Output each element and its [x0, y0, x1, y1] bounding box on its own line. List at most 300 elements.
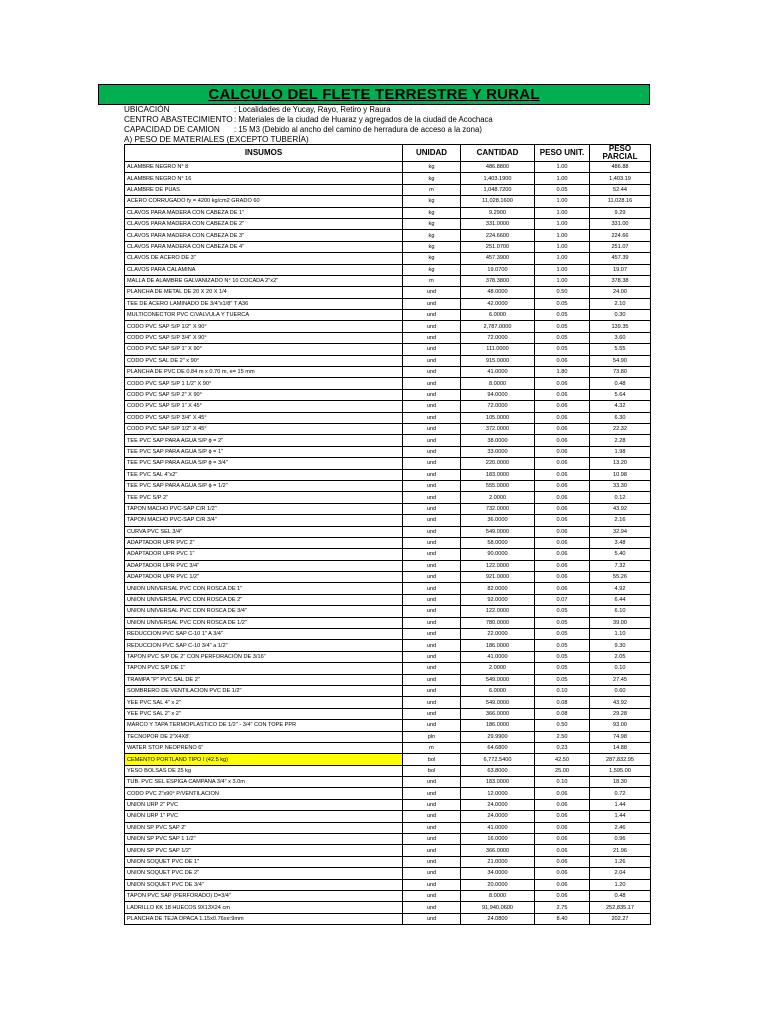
cell-cantidad: 186.0000 — [461, 640, 535, 651]
table-row — [125, 537, 651, 548]
cell-unidad: und — [403, 446, 461, 457]
cell-peso-unit: 1.00 — [535, 218, 590, 229]
cell-cantidad: 780.0000 — [461, 617, 535, 628]
table-row — [125, 708, 651, 719]
cell-unidad: und — [403, 811, 461, 822]
cell-peso-unit: 0.06 — [535, 492, 590, 503]
cell-unidad: und — [403, 651, 461, 662]
table-row — [125, 594, 651, 605]
cell-unidad: und — [403, 788, 461, 799]
cell-unidad: und — [403, 720, 461, 731]
cell-peso-unit: 0.06 — [535, 378, 590, 389]
cell-unidad: und — [403, 480, 461, 491]
cell-unidad: und — [403, 526, 461, 537]
cell-unidad: m — [403, 184, 461, 195]
cell-insumo: CODO PVC SAP S/P 1" X 90° — [125, 344, 403, 355]
cell-peso-unit: 1.80 — [535, 367, 590, 378]
cell-cantidad: 72.0000 — [461, 401, 535, 412]
cell-peso-parcial: 52.44 — [590, 184, 651, 195]
info-label: CENTRO ABASTECIMIENTO — [124, 115, 233, 124]
table-row — [125, 287, 651, 298]
cell-cantidad: 2.0000 — [461, 663, 535, 674]
cell-cantidad: 41.0000 — [461, 367, 535, 378]
table-row — [125, 913, 651, 924]
cell-peso-unit: 0.06 — [535, 891, 590, 902]
cell-peso-parcial: 0.96 — [590, 834, 651, 845]
cell-insumo: CODO PVC SAP S/P 1" X 45° — [125, 401, 403, 412]
cell-unidad: und — [403, 458, 461, 469]
table-row — [125, 765, 651, 776]
cell-unidad: pln — [403, 731, 461, 742]
cell-unidad: und — [403, 629, 461, 640]
cell-peso-unit: 1.00 — [535, 173, 590, 184]
cell-peso-parcial: 1.20 — [590, 879, 651, 890]
cell-peso-unit: 0.06 — [535, 446, 590, 457]
cell-insumo: MULTICONECTOR PVC C/VALVULA Y TUERCA — [125, 310, 403, 321]
header-peso-parcial: PESO PARCIAL — [590, 145, 651, 162]
cell-cantidad: 24.0000 — [461, 799, 535, 810]
cell-cantidad: 64.6800 — [461, 742, 535, 753]
cell-unidad: kg — [403, 218, 461, 229]
table-row — [125, 697, 651, 708]
cell-insumo: UNION SP PVC SAP 1/2" — [125, 845, 403, 856]
cell-cantidad: 94.0000 — [461, 389, 535, 400]
cell-insumo: WATER STOP NEOPRENO 6" — [125, 742, 403, 753]
cell-unidad: kg — [403, 196, 461, 207]
cell-peso-unit: 1.00 — [535, 253, 590, 264]
cell-peso-parcial: 4.32 — [590, 401, 651, 412]
cell-peso-unit: 1.00 — [535, 275, 590, 286]
cell-insumo: ADAPTADOR UPR PVC 1/2" — [125, 572, 403, 583]
cell-peso-unit: 1.00 — [535, 241, 590, 252]
cell-cantidad: 12.0000 — [461, 788, 535, 799]
cell-peso-unit: 0.50 — [535, 287, 590, 298]
info-value: : 15 M3 (Debido al ancho del camino de herradura de acceso a la zona) — [234, 125, 482, 134]
cell-peso-parcial: 13.20 — [590, 458, 651, 469]
cell-insumo: TRAMPA "P" PVC SAL DE 2" — [125, 674, 403, 685]
cell-peso-unit: 1.00 — [535, 264, 590, 275]
cell-cantidad: 372.0000 — [461, 423, 535, 434]
cell-peso-unit: 0.06 — [535, 537, 590, 548]
cell-cantidad: 457.3900 — [461, 253, 535, 264]
cell-unidad: kg — [403, 241, 461, 252]
cell-peso-parcial: 3.60 — [590, 332, 651, 343]
table-row — [125, 583, 651, 594]
cell-peso-unit: 0.06 — [535, 401, 590, 412]
cell-peso-parcial: 252,835.17 — [590, 902, 651, 913]
header-peso-unit: PESO UNIT. — [535, 145, 590, 162]
cell-peso-unit: 0.06 — [535, 583, 590, 594]
cell-unidad: und — [403, 640, 461, 651]
cell-insumo: TEE DE ACERO LAMINADO DE 3/4"x1/8" T A36 — [125, 298, 403, 309]
cell-peso-parcial: 0.72 — [590, 788, 651, 799]
cell-peso-unit: 0.06 — [535, 868, 590, 879]
cell-insumo: SOMBRERO DE VENTILACION PVC DE 1/2" — [125, 685, 403, 696]
cell-peso-unit: 0.06 — [535, 845, 590, 856]
table-row — [125, 845, 651, 856]
table-row — [125, 230, 651, 241]
cell-peso-parcial: 0.12 — [590, 492, 651, 503]
cell-insumo: TAPON PVC S/P DE 1" — [125, 663, 403, 674]
table-body — [125, 162, 651, 925]
table-row — [125, 799, 651, 810]
cell-unidad: und — [403, 913, 461, 924]
table-row — [125, 207, 651, 218]
cell-peso-unit: 0.05 — [535, 184, 590, 195]
cell-insumo: TEE PVC SAP PARA AGUA S/P ϕ = 1" — [125, 446, 403, 457]
cell-insumo: MALLA DE ALAMBRE GALVANIZADO N° 10 COCADA 2"x2" — [125, 275, 403, 286]
cell-unidad: und — [403, 834, 461, 845]
cell-peso-parcial: 33.30 — [590, 480, 651, 491]
cell-unidad: und — [403, 879, 461, 890]
cell-cantidad: 1,403.1900 — [461, 173, 535, 184]
table-row — [125, 196, 651, 207]
cell-peso-parcial: 287,832.95 — [590, 754, 651, 765]
cell-peso-parcial: 1.10 — [590, 629, 651, 640]
cell-unidad: und — [403, 549, 461, 560]
cell-peso-unit: 25.00 — [535, 765, 590, 776]
cell-peso-parcial: 2.16 — [590, 515, 651, 526]
cell-peso-parcial: 2.05 — [590, 651, 651, 662]
table-row — [125, 617, 651, 628]
cell-unidad: und — [403, 777, 461, 788]
cell-peso-unit: 0.06 — [535, 526, 590, 537]
cell-unidad: und — [403, 298, 461, 309]
cell-insumo: TEE PVC SAP PARA AGUA S/P ϕ = 1/2" — [125, 480, 403, 491]
cell-peso-unit: 0.08 — [535, 708, 590, 719]
cell-unidad: und — [403, 401, 461, 412]
table-row — [125, 742, 651, 753]
cell-unidad: und — [403, 287, 461, 298]
table-row — [125, 435, 651, 446]
cell-cantidad: 732.0000 — [461, 503, 535, 514]
cell-peso-unit: 0.06 — [535, 856, 590, 867]
cell-insumo: TEE PVC SAP PARA AGUA S/P ϕ = 3/4" — [125, 458, 403, 469]
cell-peso-parcial: 202.27 — [590, 913, 651, 924]
cell-peso-unit: 0.05 — [535, 663, 590, 674]
cell-unidad: m — [403, 275, 461, 286]
table-row — [125, 549, 651, 560]
cell-peso-parcial: 9.30 — [590, 640, 651, 651]
table-row — [125, 811, 651, 822]
cell-peso-parcial: 457.39 — [590, 253, 651, 264]
cell-peso-unit: 0.06 — [535, 503, 590, 514]
table-row — [125, 515, 651, 526]
section-label: A) PESO DE MATERIALES (EXCEPTO TUBERÍA) — [124, 135, 309, 144]
cell-cantidad: 20.0000 — [461, 879, 535, 890]
cell-peso-parcial: 22.32 — [590, 423, 651, 434]
table-row — [125, 902, 651, 913]
cell-unidad: und — [403, 799, 461, 810]
cell-peso-parcial: 54.90 — [590, 355, 651, 366]
cell-unidad: und — [403, 389, 461, 400]
cell-cantidad: 36.0000 — [461, 515, 535, 526]
cell-cantidad: 1,048.7200 — [461, 184, 535, 195]
cell-cantidad: 16.0000 — [461, 834, 535, 845]
cell-unidad: und — [403, 321, 461, 332]
cell-peso-unit: 0.06 — [535, 435, 590, 446]
cell-peso-parcial: 73.80 — [590, 367, 651, 378]
table-row — [125, 298, 651, 309]
cell-unidad: und — [403, 594, 461, 605]
cell-peso-unit: 0.05 — [535, 344, 590, 355]
cell-unidad: kg — [403, 253, 461, 264]
cell-cantidad: 549.0000 — [461, 526, 535, 537]
cell-unidad: und — [403, 560, 461, 571]
cell-peso-parcial: 2.04 — [590, 868, 651, 879]
cell-unidad: und — [403, 435, 461, 446]
cell-peso-unit: 0.05 — [535, 640, 590, 651]
cell-peso-parcial: 27.45 — [590, 674, 651, 685]
title-bar — [98, 84, 650, 105]
cell-cantidad: 19.0700 — [461, 264, 535, 275]
cell-cantidad: 378.3800 — [461, 275, 535, 286]
table-row — [125, 367, 651, 378]
table-row — [125, 720, 651, 731]
cell-peso-unit: 42.50 — [535, 754, 590, 765]
table-row — [125, 629, 651, 640]
cell-peso-parcial: 19.07 — [590, 264, 651, 275]
cell-peso-parcial: 24.00 — [590, 287, 651, 298]
cell-peso-unit: 1.00 — [535, 207, 590, 218]
table-row — [125, 834, 651, 845]
cell-peso-unit: 0.05 — [535, 321, 590, 332]
cell-insumo: REDUCCION PVC SAP C-10 1" A 3/4" — [125, 629, 403, 640]
header-insumos: INSUMOS — [125, 145, 403, 162]
cell-unidad: und — [403, 537, 461, 548]
cell-cantidad: 6,772.5400 — [461, 754, 535, 765]
table-row — [125, 218, 651, 229]
table-row — [125, 891, 651, 902]
cell-cantidad: 42.0000 — [461, 298, 535, 309]
cell-peso-parcial: 21.96 — [590, 845, 651, 856]
cell-peso-unit: 0.06 — [535, 549, 590, 560]
table-row — [125, 480, 651, 491]
cell-cantidad: 486.8800 — [461, 162, 535, 173]
cell-insumo: TECNOPOR DE 2"X4X8' — [125, 731, 403, 742]
cell-unidad: und — [403, 355, 461, 366]
cell-insumo: CODO PVC SAP S/P 2" X 90° — [125, 389, 403, 400]
cell-insumo: UNION SP PVC SAP 2" — [125, 822, 403, 833]
table-row — [125, 173, 651, 184]
cell-insumo: PLANCHA DE METAL DE 20 X 20 X 1/4 — [125, 287, 403, 298]
cell-insumo: UNION URP 1" PVC — [125, 811, 403, 822]
cell-cantidad: 9.2900 — [461, 207, 535, 218]
cell-unidad: und — [403, 469, 461, 480]
cell-unidad: kg — [403, 162, 461, 173]
cell-peso-unit: 0.23 — [535, 742, 590, 753]
cell-peso-parcial: 5.64 — [590, 389, 651, 400]
cell-peso-parcial: 0.48 — [590, 378, 651, 389]
cell-insumo: PLANCHA DE TEJA OPACA 1.15x0.76xe:9mm — [125, 913, 403, 924]
cell-cantidad: 91,940.0600 — [461, 902, 535, 913]
cell-unidad: und — [403, 367, 461, 378]
cell-peso-parcial: 224.66 — [590, 230, 651, 241]
table-row — [125, 378, 651, 389]
cell-cantidad: 92.0000 — [461, 594, 535, 605]
header-cantidad: CANTIDAD — [461, 145, 535, 162]
table-row — [125, 423, 651, 434]
cell-unidad: bol — [403, 765, 461, 776]
cell-cantidad: 251.0700 — [461, 241, 535, 252]
table-row — [125, 879, 651, 890]
cell-peso-parcial: 139.35 — [590, 321, 651, 332]
cell-peso-parcial: 11,028.16 — [590, 196, 651, 207]
cell-insumo: ALAMBRE NEGRO N° 16 — [125, 173, 403, 184]
cell-insumo: UNION UNIVERSAL PVC CON ROSCA DE 1" — [125, 583, 403, 594]
cell-peso-unit: 0.05 — [535, 332, 590, 343]
table-row — [125, 822, 651, 833]
cell-unidad: und — [403, 891, 461, 902]
cell-peso-parcial: 1.98 — [590, 446, 651, 457]
table-row — [125, 275, 651, 286]
table-row — [125, 731, 651, 742]
cell-peso-unit: 0.07 — [535, 594, 590, 605]
cell-peso-unit: 0.06 — [535, 788, 590, 799]
cell-cantidad: 33.0000 — [461, 446, 535, 457]
cell-insumo: ADAPTADOR UPR PVC 3/4" — [125, 560, 403, 571]
cell-cantidad: 122.0000 — [461, 560, 535, 571]
table-row — [125, 674, 651, 685]
cell-peso-parcial: 3.48 — [590, 537, 651, 548]
cell-cantidad: 29.9900 — [461, 731, 535, 742]
cell-peso-parcial: 2.46 — [590, 822, 651, 833]
table-row — [125, 355, 651, 366]
cell-unidad: kg — [403, 264, 461, 275]
cell-insumo: TAPON PVC S/P DE 2" CON PERFORACIÓN DE 3/16" — [125, 651, 403, 662]
cell-peso-parcial: 5.40 — [590, 549, 651, 560]
cell-peso-unit: 0.06 — [535, 515, 590, 526]
header-unidad: UNIDAD — [403, 145, 461, 162]
cell-unidad: und — [403, 423, 461, 434]
cell-peso-unit: 0.06 — [535, 469, 590, 480]
cell-peso-unit: 0.06 — [535, 799, 590, 810]
cell-insumo: ALAMBRE NEGRO N° 8 — [125, 162, 403, 173]
cell-cantidad: 921.0000 — [461, 572, 535, 583]
cell-peso-unit: 0.06 — [535, 423, 590, 434]
cell-insumo: UNION UNIVERSAL PVC CON ROSCA DE 2" — [125, 594, 403, 605]
cell-unidad: m — [403, 742, 461, 753]
cell-cantidad: 38.0000 — [461, 435, 535, 446]
info-label: UBICACIÓN — [124, 105, 170, 114]
cell-peso-parcial: 7.32 — [590, 560, 651, 571]
cell-peso-parcial: 5.55 — [590, 344, 651, 355]
cell-insumo: PLANCHA DE PVC DE 0.84 m x 0.70 m, e= 15 mm — [125, 367, 403, 378]
cell-peso-parcial: 486.88 — [590, 162, 651, 173]
info-row-ubicacion — [98, 105, 650, 115]
cell-unidad: und — [403, 617, 461, 628]
cell-peso-unit: 0.05 — [535, 651, 590, 662]
cell-peso-parcial: 74.98 — [590, 731, 651, 742]
cell-insumo: CODO PVC SAP S/P 1/2" X 90° — [125, 321, 403, 332]
cell-insumo: LADRILLO KK 18 HUECOS 9X13X24 cm — [125, 902, 403, 913]
cell-peso-parcial: 0.30 — [590, 310, 651, 321]
cell-cantidad: 8.0000 — [461, 378, 535, 389]
cell-cantidad: 183.0000 — [461, 469, 535, 480]
cell-peso-unit: 0.06 — [535, 480, 590, 491]
cell-cantidad: 48.0000 — [461, 287, 535, 298]
table-row — [125, 777, 651, 788]
cell-cantidad: 2.0000 — [461, 492, 535, 503]
cell-insumo: CODO PVC SAP S/P 1 1/2" X 90° — [125, 378, 403, 389]
cell-insumo: UNION SP PVC SAP 1 1/2" — [125, 834, 403, 845]
cell-peso-parcial: 0.48 — [590, 891, 651, 902]
cell-insumo: YEE PVC SAL 4" x 2" — [125, 697, 403, 708]
cell-peso-unit: 0.06 — [535, 355, 590, 366]
cell-peso-parcial: 1.26 — [590, 856, 651, 867]
cell-peso-parcial: 6.44 — [590, 594, 651, 605]
cell-unidad: bol — [403, 754, 461, 765]
cell-cantidad: 41.0000 — [461, 822, 535, 833]
cell-cantidad: 82.0000 — [461, 583, 535, 594]
table-row — [125, 310, 651, 321]
info-value: : Materiales de la ciudad de Huaraz y agregados de la ciudad de Acochaca — [234, 115, 493, 124]
table-row — [125, 685, 651, 696]
cell-unidad: und — [403, 708, 461, 719]
cell-peso-parcial: 1,403.19 — [590, 173, 651, 184]
cell-peso-unit: 0.05 — [535, 298, 590, 309]
cell-cantidad: 2,787.0000 — [461, 321, 535, 332]
info-row-capacidad-camion — [98, 125, 650, 135]
table-row — [125, 344, 651, 355]
cell-peso-unit: 0.06 — [535, 572, 590, 583]
cell-peso-unit: 1.00 — [535, 196, 590, 207]
cell-peso-unit: 0.06 — [535, 412, 590, 423]
cell-insumo: UNION SOQUET PVC DE 1" — [125, 856, 403, 867]
cell-peso-parcial: 1.44 — [590, 799, 651, 810]
cell-cantidad: 183.0000 — [461, 777, 535, 788]
cell-unidad: und — [403, 503, 461, 514]
cell-insumo: CODO PVC SAP S/P 1/2" X 45° — [125, 423, 403, 434]
info-value: : Localidades de Yucay, Rayo, Retiro y Raura — [234, 105, 391, 114]
cell-peso-parcial: 14.88 — [590, 742, 651, 753]
cell-cantidad: 186.0000 — [461, 720, 535, 731]
table-row — [125, 572, 651, 583]
cell-peso-parcial: 6.10 — [590, 606, 651, 617]
table-row — [125, 868, 651, 879]
cell-peso-parcial: 43.92 — [590, 697, 651, 708]
cell-peso-unit: 0.05 — [535, 617, 590, 628]
cell-peso-parcial: 0.60 — [590, 685, 651, 696]
cell-insumo: CODO PVC SAP S/P 3/4" X 90° — [125, 332, 403, 343]
table-row — [125, 458, 651, 469]
cell-cantidad: 34.0000 — [461, 868, 535, 879]
table-row — [125, 492, 651, 503]
cell-insumo: CLAVOS PARA MADERA CON CABEZA DE 1" — [125, 207, 403, 218]
cell-unidad: kg — [403, 207, 461, 218]
cell-peso-unit: 0.06 — [535, 879, 590, 890]
cell-insumo: TAPON MACHO PVC-SAP C/R 3/4" — [125, 515, 403, 526]
cell-insumo: CLAVOS PARA MADERA CON CABEZA DE 2" — [125, 218, 403, 229]
cell-peso-unit: 0.06 — [535, 834, 590, 845]
info-row-centro-abastecimiento — [98, 115, 650, 125]
table-row — [125, 640, 651, 651]
cell-insumo: CURVA PVC SEL 3/4" — [125, 526, 403, 537]
cell-insumo: ADAPTADOR UPR PVC 1" — [125, 549, 403, 560]
cell-peso-unit: 0.06 — [535, 560, 590, 571]
cell-peso-unit: 0.05 — [535, 629, 590, 640]
cell-unidad: und — [403, 515, 461, 526]
cell-cantidad: 24.0000 — [461, 811, 535, 822]
cell-unidad: und — [403, 492, 461, 503]
cell-unidad: und — [403, 845, 461, 856]
cell-insumo: UNION SOQUET PVC DE 2" — [125, 868, 403, 879]
cell-peso-unit: 8.40 — [535, 913, 590, 924]
cell-peso-unit: 0.10 — [535, 685, 590, 696]
cell-unidad: und — [403, 572, 461, 583]
cell-insumo: TUB. PVC SEL ESPIGA CAMPANA 3/4" x 3.0m — [125, 777, 403, 788]
cell-cantidad: 6.0000 — [461, 685, 535, 696]
